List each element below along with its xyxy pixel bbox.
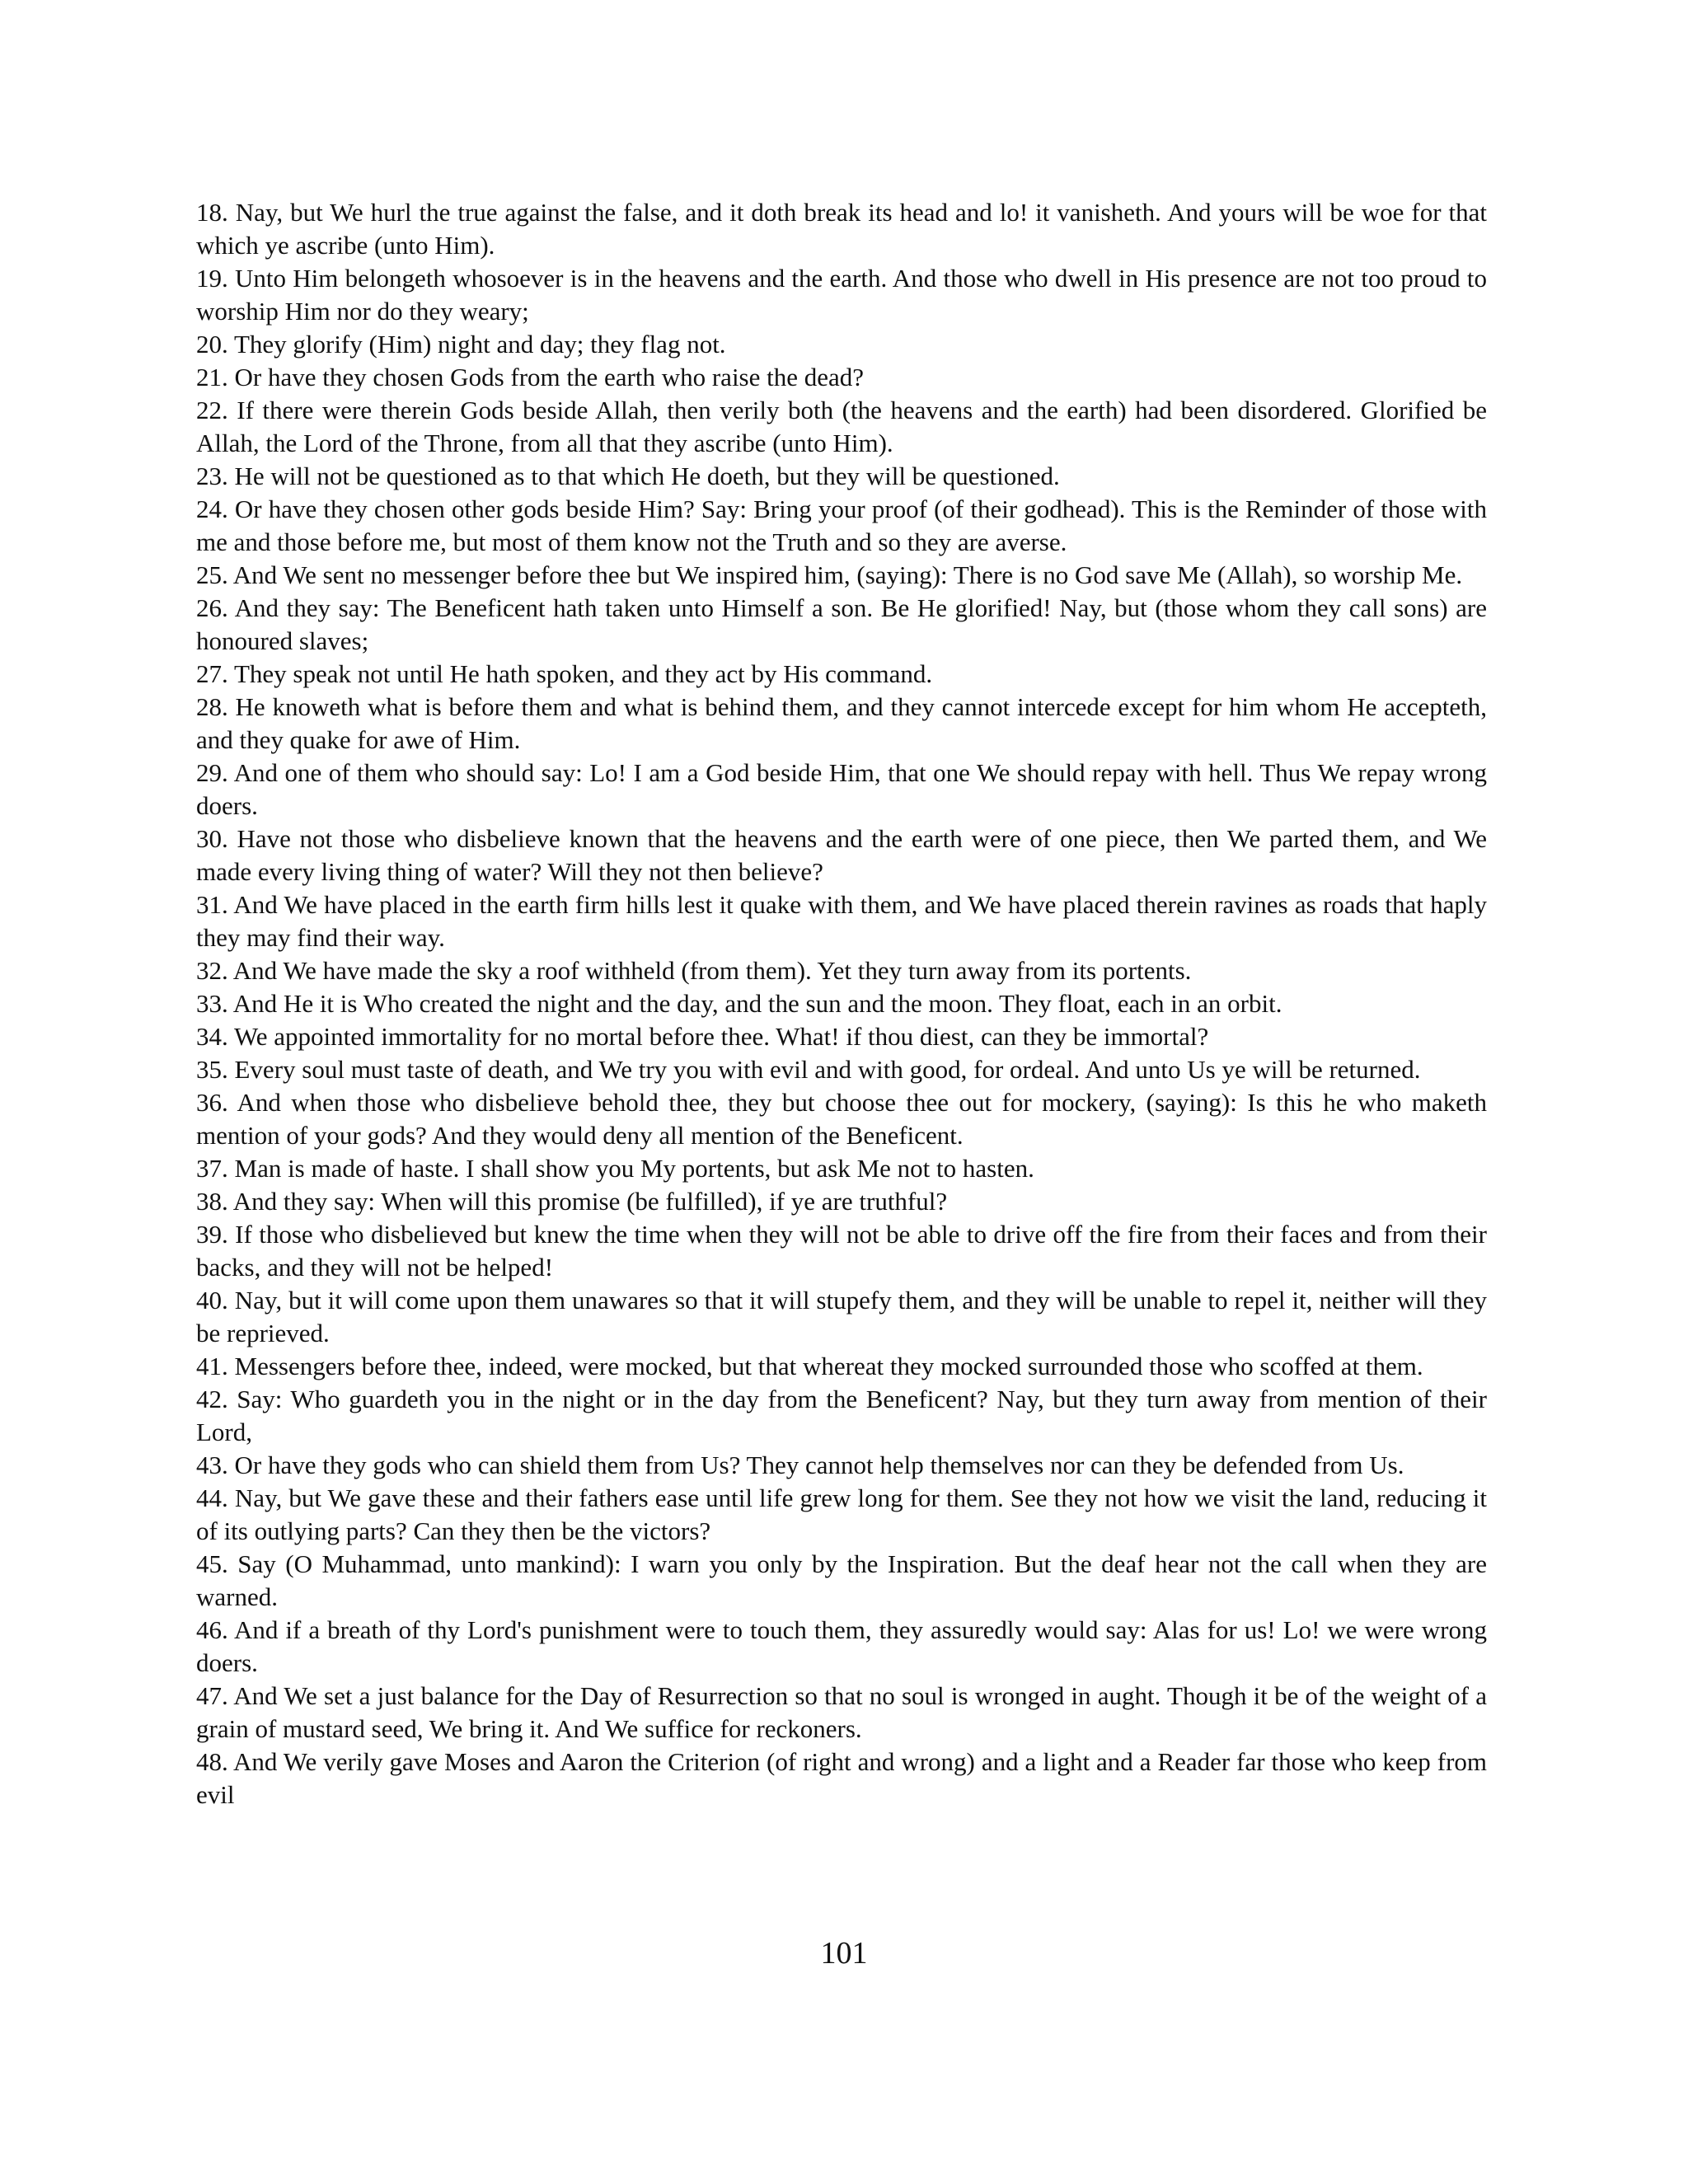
verse-43: 43. Or have they gods who can shield them from Us? They cannot help themselves nor can they be defended from Us. [196, 1451, 1404, 1479]
verse-29: 29. And one of them who should say: Lo! I am a God beside Him, that one We should repay with hell. Thus We repay wrong doers. [196, 758, 1487, 820]
verse-list [196, 196, 1487, 1811]
verse-39: 39. If those who disbelieved but knew the time when they will not be able to drive off the fire from their faces and from their backs, and they will not be helped! [196, 1220, 1487, 1282]
verse-35: 35. Every soul must taste of death, and We try you with evil and with good, for ordeal. And unto Us ye will be returned. [196, 1055, 1421, 1084]
verse-48: 48. And We verily gave Moses and Aaron the Criterion (of right and wrong) and a light and a Reader far those who keep from evil [196, 1747, 1487, 1809]
verse-21: 21. Or have they chosen Gods from the earth who raise the dead? [196, 363, 865, 391]
verse-31: 31. And We have placed in the earth firm hills lest it quake with them, and We have placed therein ravines as roads that haply they may find their way. [196, 890, 1487, 952]
verse-45: 45. Say (O Muhammad, unto mankind): I warn you only by the Inspiration. But the deaf hear not the call when they are warned. [196, 1549, 1487, 1611]
verse-42: 42. Say: Who guardeth you in the night or in the day from the Beneficent? Nay, but they turn away from mention of their Lord, [196, 1385, 1487, 1446]
verse-34: 34. We appointed immortality for no mortal before thee. What! if thou diest, can they be immortal? [196, 1022, 1209, 1051]
verse-27: 27. They speak not until He hath spoken, and they act by His command. [196, 659, 933, 688]
verse-28: 28. He knoweth what is before them and what is behind them, and they cannot intercede except for him whom He accepteth, and they quake for awe of Him. [196, 692, 1487, 754]
verse-22: 22. If there were therein Gods beside Allah, then verily both (the heavens and the earth) had been disordered. Glorified be Allah, the Lord of the Throne, from all that they ascribe (unto Him). [196, 396, 1487, 457]
verse-33: 33. And He it is Who created the night and the day, and the sun and the moon. They float, each in an orbit. [196, 989, 1282, 1018]
page-number: 101 [820, 1936, 868, 1971]
verse-47: 47. And We set a just balance for the Day of Resurrection so that no soul is wronged in aught. Though it be of the weight of a grain of mustard seed, We bring it. And We suffice for reckoners. [196, 1681, 1487, 1743]
verse-36: 36. And when those who disbelieve behold thee, they but choose thee out for mockery, (saying): Is this he who maketh mention of your gods? And they would deny all mention of the Beneficent. [196, 1088, 1487, 1150]
verse-41: 41. Messengers before thee, indeed, were mocked, but that whereat they mocked surrounded those who scoffed at them. [196, 1352, 1423, 1380]
verse-40: 40. Nay, but it will come upon them unawares so that it will stupefy them, and they will be unable to repel it, neither will they be reprieved. [196, 1286, 1487, 1347]
verse-44: 44. Nay, but We gave these and their fathers ease until life grew long for them. See they not how we visit the land, reducing it of its outlying parts? Can they then be the victors? [196, 1483, 1487, 1545]
verse-32: 32. And We have made the sky a roof withheld (from them). Yet they turn away from its portents. [196, 956, 1192, 985]
verse-23: 23. He will not be questioned as to that which He doeth, but they will be questioned. [196, 462, 1060, 490]
verse-20: 20. They glorify (Him) night and day; they flag not. [196, 330, 726, 359]
verse-25: 25. And We sent no messenger before thee but We inspired him, (saying): There is no God save Me (Allah), so worship Me. [196, 560, 1463, 589]
verse-30: 30. Have not those who disbelieve known that the heavens and the earth were of one piece, then We parted them, and We made every living thing of water? Will they not then believe? [196, 824, 1487, 886]
verse-46: 46. And if a breath of thy Lord's punishment were to touch them, they assuredly would say: Alas for us! Lo! we were wrong doers. [196, 1615, 1487, 1677]
verse-24: 24. Or have they chosen other gods beside Him? Say: Bring your proof (of their godhead). This is the Reminder of those with me and those before me, but most of them know not the Truth and so they are averse. [196, 494, 1487, 556]
verse-37: 37. Man is made of haste. I shall show you My portents, but ask Me not to hasten. [196, 1154, 1034, 1183]
verse-18: 18. Nay, but We hurl the true against the false, and it doth break its head and lo! it vanisheth. And yours will be woe for that which ye ascribe (unto Him). [196, 198, 1487, 260]
verse-26: 26. And they say: The Beneficent hath taken unto Himself a son. Be He glorified! Nay, but (those whom they call sons) are honoured slaves; [196, 593, 1487, 655]
verse-38: 38. And they say: When will this promise (be fulfilled), if ye are truthful? [196, 1187, 948, 1216]
verse-19: 19. Unto Him belongeth whosoever is in the heavens and the earth. And those who dwell in His presence are not too proud to worship Him nor do they weary; [196, 264, 1487, 326]
